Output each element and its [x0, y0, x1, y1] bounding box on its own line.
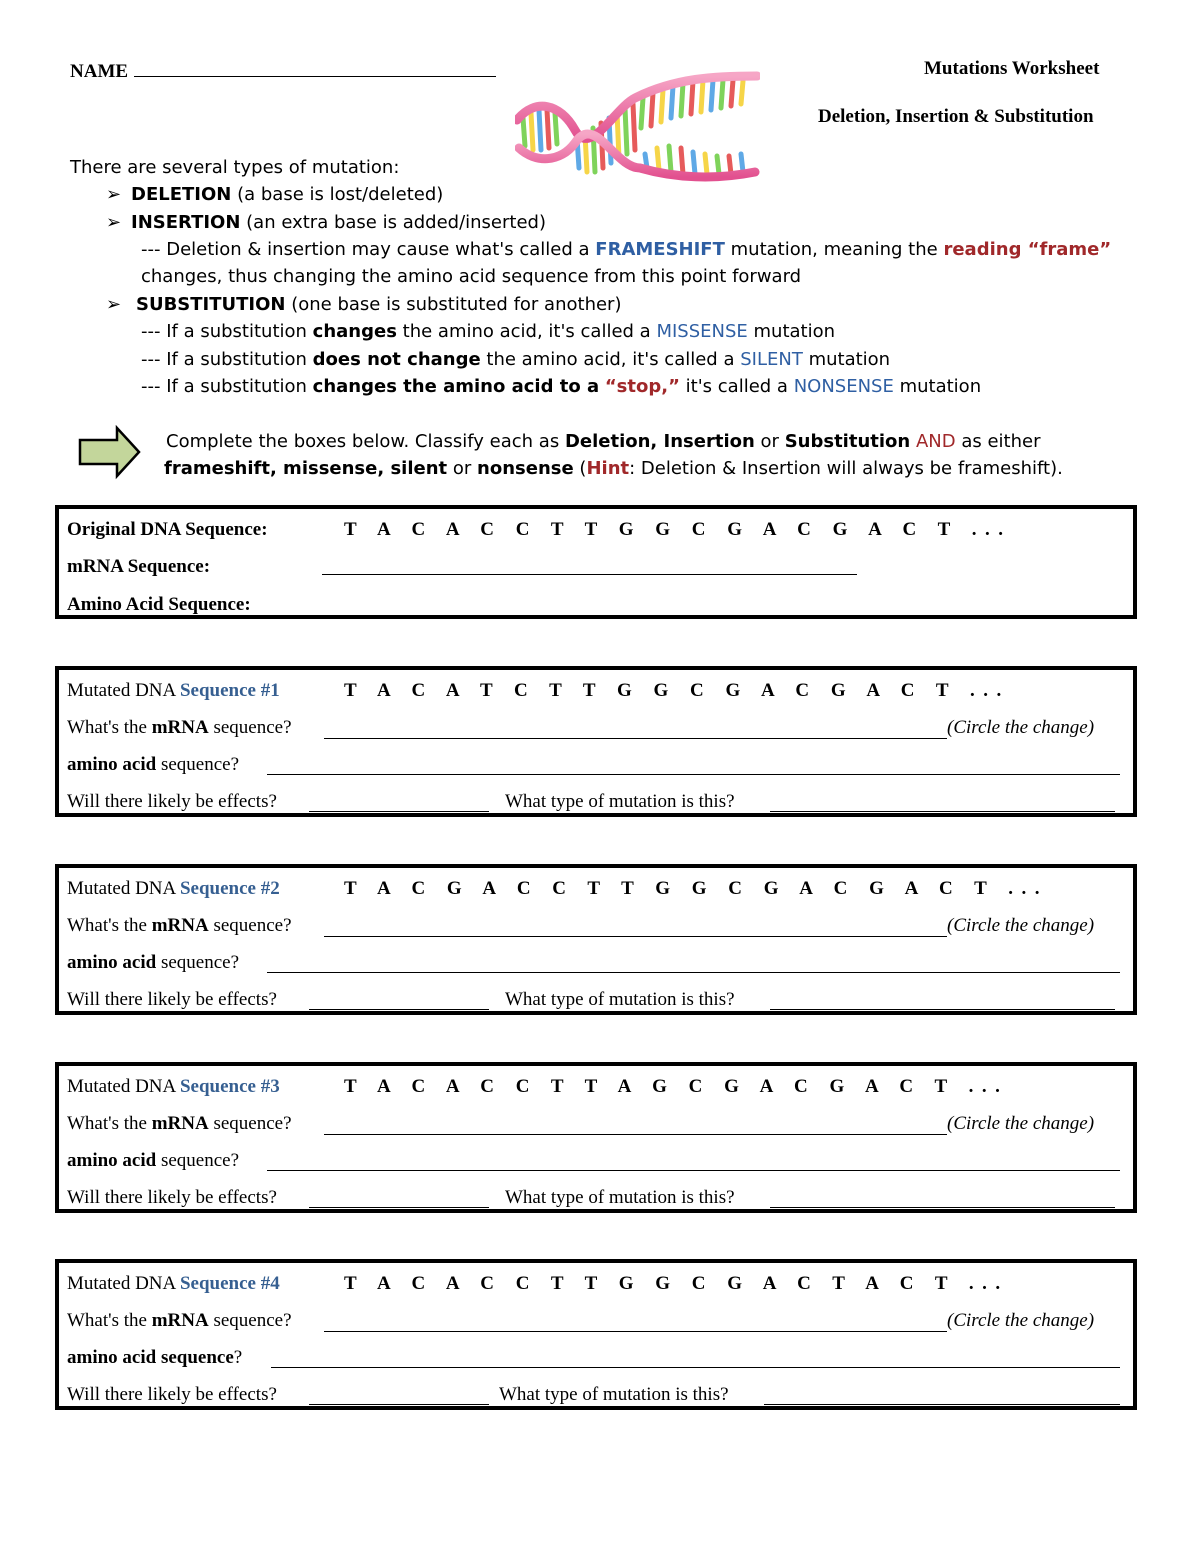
mrna-pre: What's the [67, 1310, 147, 1331]
aa-answer-line[interactable] [271, 1367, 1120, 1368]
intro-lead: There are several types of mutation: [70, 157, 400, 178]
mrna-label: mRNA Sequence: [67, 556, 211, 577]
aa-question [67, 754, 239, 776]
effects-answer-line[interactable] [309, 1207, 489, 1208]
mutation-box-2 [55, 864, 1137, 1015]
effects-question: Will there likely be effects? [67, 1187, 277, 1208]
mrna-bold: mRNA [151, 717, 209, 738]
mrna-post: sequence? [213, 717, 292, 738]
frameshift-note [141, 239, 1111, 260]
instr-d: Substitution [784, 431, 911, 452]
mutated-dna-sequence: T A C A C C T T G G C G A C T A C T ... [344, 1273, 1009, 1294]
missense-pre: --- If a substitution [141, 321, 307, 342]
deletion-item [131, 184, 443, 205]
original-dna-sequence: T A C A C C T T G G C G A C G A C T ... [344, 519, 1012, 540]
mutation-box-3 [55, 1062, 1137, 1213]
missense-post: mutation [753, 321, 836, 342]
mutated-dna-label [67, 1273, 280, 1295]
right-arrow-icon [77, 425, 142, 480]
mrna-answer-line[interactable] [324, 1134, 947, 1135]
aa-question [67, 1347, 242, 1369]
effects-answer-line[interactable] [309, 1009, 489, 1010]
instr2-hint: Hint [586, 458, 630, 479]
sequence-number: Sequence #4 [179, 1273, 280, 1294]
frameshift-mid: mutation, meaning the [730, 239, 938, 260]
insertion-term: INSERTION [131, 212, 241, 233]
mrna-post: sequence? [213, 915, 292, 936]
effects-answer-line[interactable] [309, 1404, 489, 1405]
substitution-item [136, 294, 621, 315]
frameshift-note-cont: changes, thus changing the amino acid sequence from this point forward [141, 266, 802, 287]
instr-c: or [760, 431, 779, 452]
silent-bold: does not change [312, 349, 481, 370]
mrna-answer-line[interactable] [324, 738, 947, 739]
mrna-post: sequence? [213, 1113, 292, 1134]
silent-pre: --- If a substitution [141, 349, 307, 370]
mutated-dna-sequence: T A C A T C T T G G C G A C G A C T ... [344, 680, 1010, 701]
circle-hint: (Circle the change) [947, 1113, 1095, 1134]
mrna-answer-line[interactable] [322, 574, 857, 575]
nonsense-post: mutation [899, 376, 982, 397]
type-answer-line[interactable] [770, 1009, 1115, 1010]
sequence-number: Sequence #1 [179, 680, 280, 701]
aa-question [67, 1150, 239, 1172]
mutated-dna-sequence: T A C A C C T T A G C G A C G A C T ... [344, 1076, 1009, 1097]
instr2-c: nonsense [477, 458, 574, 479]
mutation-box-1 [55, 666, 1137, 817]
circle-hint: (Circle the change) [947, 915, 1095, 936]
instr2-a: frameshift, missense, silent [164, 458, 448, 479]
arrow-bullet-icon: ➢ [106, 184, 122, 204]
circle-hint: (Circle the change) [947, 1310, 1095, 1331]
effects-question: Will there likely be effects? [67, 1384, 277, 1405]
nonsense-term: NONSENSE [793, 376, 894, 397]
silent-term: SILENT [740, 349, 803, 370]
instructions-line1 [166, 431, 1041, 452]
aa-bold: amino acid [67, 952, 157, 973]
sequence-number: Sequence #3 [179, 1076, 280, 1097]
instr-f: as either [961, 431, 1041, 452]
dna-double-helix-icon [515, 68, 760, 193]
aa-bold: amino acid [67, 1150, 157, 1171]
aa-post: sequence? [160, 1150, 240, 1171]
mutated-prefix: Mutated DNA [67, 1273, 176, 1294]
name-label: NAME [70, 61, 129, 82]
page-title: Mutations Worksheet [924, 58, 1100, 79]
mrna-pre: What's the [67, 717, 147, 738]
type-question: What type of mutation is this? [499, 1384, 729, 1405]
mrna-question [67, 1310, 292, 1332]
insertion-desc: (an extra base is added/inserted) [246, 212, 546, 233]
name-line[interactable] [134, 58, 496, 77]
mrna-answer-line[interactable] [324, 1331, 947, 1332]
mutated-prefix: Mutated DNA [67, 878, 176, 899]
name-field[interactable] [70, 58, 496, 83]
nonsense-mid: it's called a [685, 376, 788, 397]
mutation-box-4 [55, 1259, 1137, 1410]
reading-frame: reading “frame” [943, 239, 1112, 260]
amino-acid-label: Amino Acid Sequence: [67, 594, 251, 615]
circle-hint: (Circle the change) [947, 717, 1095, 738]
silent-post: mutation [808, 349, 891, 370]
substitution-desc: (one base is substituted for another) [291, 294, 622, 315]
mrna-bold: mRNA [151, 1113, 209, 1134]
mrna-answer-line[interactable] [324, 936, 947, 937]
aa-post: sequence? [160, 952, 240, 973]
frameshift-term: FRAMESHIFT [595, 239, 725, 260]
mrna-bold: mRNA [151, 1310, 209, 1331]
original-sequence-box [55, 505, 1137, 619]
aa-post: sequence? [160, 754, 240, 775]
mrna-question [67, 1113, 292, 1135]
missense-bold: changes [312, 321, 397, 342]
nonsense-stop: “stop,” [604, 376, 680, 397]
type-answer-line[interactable] [764, 1404, 1120, 1405]
type-question: What type of mutation is this? [505, 989, 735, 1010]
mrna-bold: mRNA [151, 915, 209, 936]
mutated-dna-sequence: T A C G A C C T T G G C G A C G A C T ... [344, 878, 1049, 899]
page-subtitle: Deletion, Insertion & Substitution [818, 106, 1094, 127]
type-question: What type of mutation is this? [505, 791, 735, 812]
substitution-term: SUBSTITUTION [136, 294, 286, 315]
type-answer-line[interactable] [770, 1207, 1115, 1208]
arrow-bullet-icon: ➢ [106, 294, 122, 314]
nonsense-pre: --- If a substitution [141, 376, 307, 397]
aa-bold: amino acid sequence [67, 1347, 234, 1368]
effects-question: Will there likely be effects? [67, 791, 277, 812]
type-question: What type of mutation is this? [505, 1187, 735, 1208]
nonsense-note [141, 376, 981, 397]
instr2-e: : Deletion & Insertion will always be frameshift). [629, 458, 1063, 479]
instr-and: AND [915, 431, 956, 452]
effects-question: Will there likely be effects? [67, 989, 277, 1010]
instr-b: Deletion, Insertion [564, 431, 755, 452]
aa-answer-line[interactable] [267, 1170, 1120, 1171]
original-dna-label: Original DNA Sequence: [67, 519, 268, 540]
mutated-prefix: Mutated DNA [67, 680, 176, 701]
mrna-question [67, 915, 292, 937]
mrna-question [67, 717, 292, 739]
effects-answer-line[interactable] [309, 811, 489, 812]
missense-mid: the amino acid, it's called a [402, 321, 651, 342]
aa-answer-line[interactable] [267, 774, 1120, 775]
mrna-post: sequence? [213, 1310, 292, 1331]
nonsense-bold: changes the amino acid to a [312, 376, 600, 397]
missense-note [141, 321, 835, 342]
frameshift-pre: --- Deletion & insertion may cause what's called a [141, 239, 590, 260]
insertion-item [131, 212, 546, 233]
deletion-desc: (a base is lost/deleted) [237, 184, 444, 205]
instr2-d: ( [579, 458, 587, 479]
missense-term: MISSENSE [656, 321, 748, 342]
type-answer-line[interactable] [770, 811, 1115, 812]
mrna-pre: What's the [67, 915, 147, 936]
deletion-term: DELETION [131, 184, 232, 205]
silent-mid: the amino acid, it's called a [486, 349, 735, 370]
instructions-line2 [164, 458, 1063, 479]
arrow-bullet-icon: ➢ [106, 212, 122, 232]
mutated-dna-label [67, 1076, 280, 1098]
aa-answer-line[interactable] [267, 972, 1120, 973]
silent-note [141, 349, 890, 370]
mutated-dna-label [67, 680, 280, 702]
mutated-prefix: Mutated DNA [67, 1076, 176, 1097]
aa-post: ? [233, 1347, 243, 1368]
aa-question [67, 952, 239, 974]
sequence-number: Sequence #2 [179, 878, 280, 899]
aa-bold: amino acid [67, 754, 157, 775]
instr2-b: or [452, 458, 472, 479]
mutated-dna-label [67, 878, 280, 900]
instr-a: Complete the boxes below. Classify each as [166, 431, 560, 452]
mrna-pre: What's the [67, 1113, 147, 1134]
